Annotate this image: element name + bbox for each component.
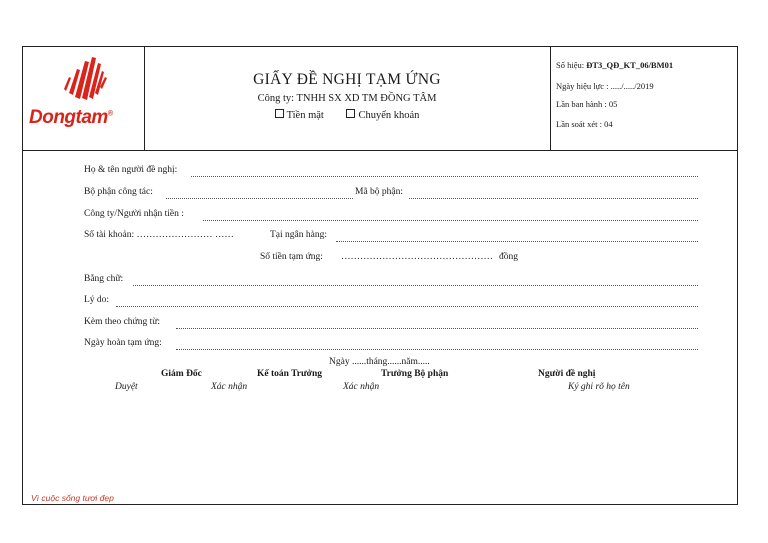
amount-in-words-input[interactable] [133,285,698,286]
label-advance-amount: Số tiền tạm ứng: [260,252,323,262]
document-title: GIẤY ĐỀ NGHỊ TẠM ỨNG [253,71,441,88]
advance-request-form [22,46,738,505]
title-department-head: Trưởng Bộ phận [381,369,449,379]
label-department-code: Mã bộ phận: [355,187,404,197]
label-account-number: Số tài khoản: …………………… …… [84,230,234,240]
label-bank: Tại ngân hàng: [270,230,327,240]
effective-date: Ngày hiệu lực : ...../...../2019 [556,81,654,91]
cash-checkbox[interactable] [275,109,284,118]
option-cash[interactable]: Tiền mặt [275,109,324,121]
meta-cell [550,47,737,150]
note-confirmed-accountant: Xác nhận [211,382,248,392]
transfer-checkbox[interactable] [346,109,355,118]
attached-documents-input[interactable] [176,328,698,329]
issue-number: Lần ban hành : 05 [556,99,618,109]
footer-slogan: Vì cuộc sống tươi đẹp [31,493,114,503]
department-input[interactable] [166,198,353,199]
title-chief-accountant: Kế toán Trưởng [257,369,322,379]
brand-name: Dongtam® [29,107,113,128]
currency-label: đồng [499,252,518,262]
payment-options [144,109,550,121]
advance-amount-input[interactable]: ………………………………………… [341,252,493,262]
payee-input[interactable] [203,220,698,221]
note-approved: Duyệt [115,382,138,392]
label-requester-name: Họ & tên người đề nghị: [84,165,178,175]
option-transfer[interactable]: Chuyển khoản [346,109,419,121]
signature-date-line: Ngày ......tháng......năm..... [329,357,430,367]
logo-cell [23,47,145,150]
form-header [23,47,737,151]
doc-code: Số hiệu: ĐT3_QĐ_KT_06/BM01 [556,60,674,70]
label-payee: Công ty/Người nhận tiền : [84,209,184,219]
label-department: Bộ phận công tác: [84,187,153,197]
repayment-date-input[interactable] [176,349,698,350]
label-repayment-date: Ngày hoàn tạm ứng: [84,338,162,348]
department-code-input[interactable] [409,198,698,199]
company-name: Công ty: TNHH SX XD TM ĐỒNG TÂM [257,93,437,104]
title-cell [144,47,551,150]
label-reason: Lý do: [84,295,110,305]
note-confirmed-department: Xác nhận [343,382,380,392]
reason-input[interactable] [116,306,698,307]
bank-input[interactable] [336,241,698,242]
note-sign-full-name: Ký ghi rõ họ tên [568,382,630,392]
title-director: Giám Đốc [161,369,202,379]
title-requester: Người đề nghị [538,369,596,379]
label-attached-documents: Kèm theo chứng từ: [84,317,160,327]
review-number: Lần soát xét : 04 [556,119,613,129]
dongtam-logo-icon [56,53,116,109]
label-amount-in-words: Bằng chữ: [84,274,124,284]
requester-name-input[interactable] [191,176,698,177]
